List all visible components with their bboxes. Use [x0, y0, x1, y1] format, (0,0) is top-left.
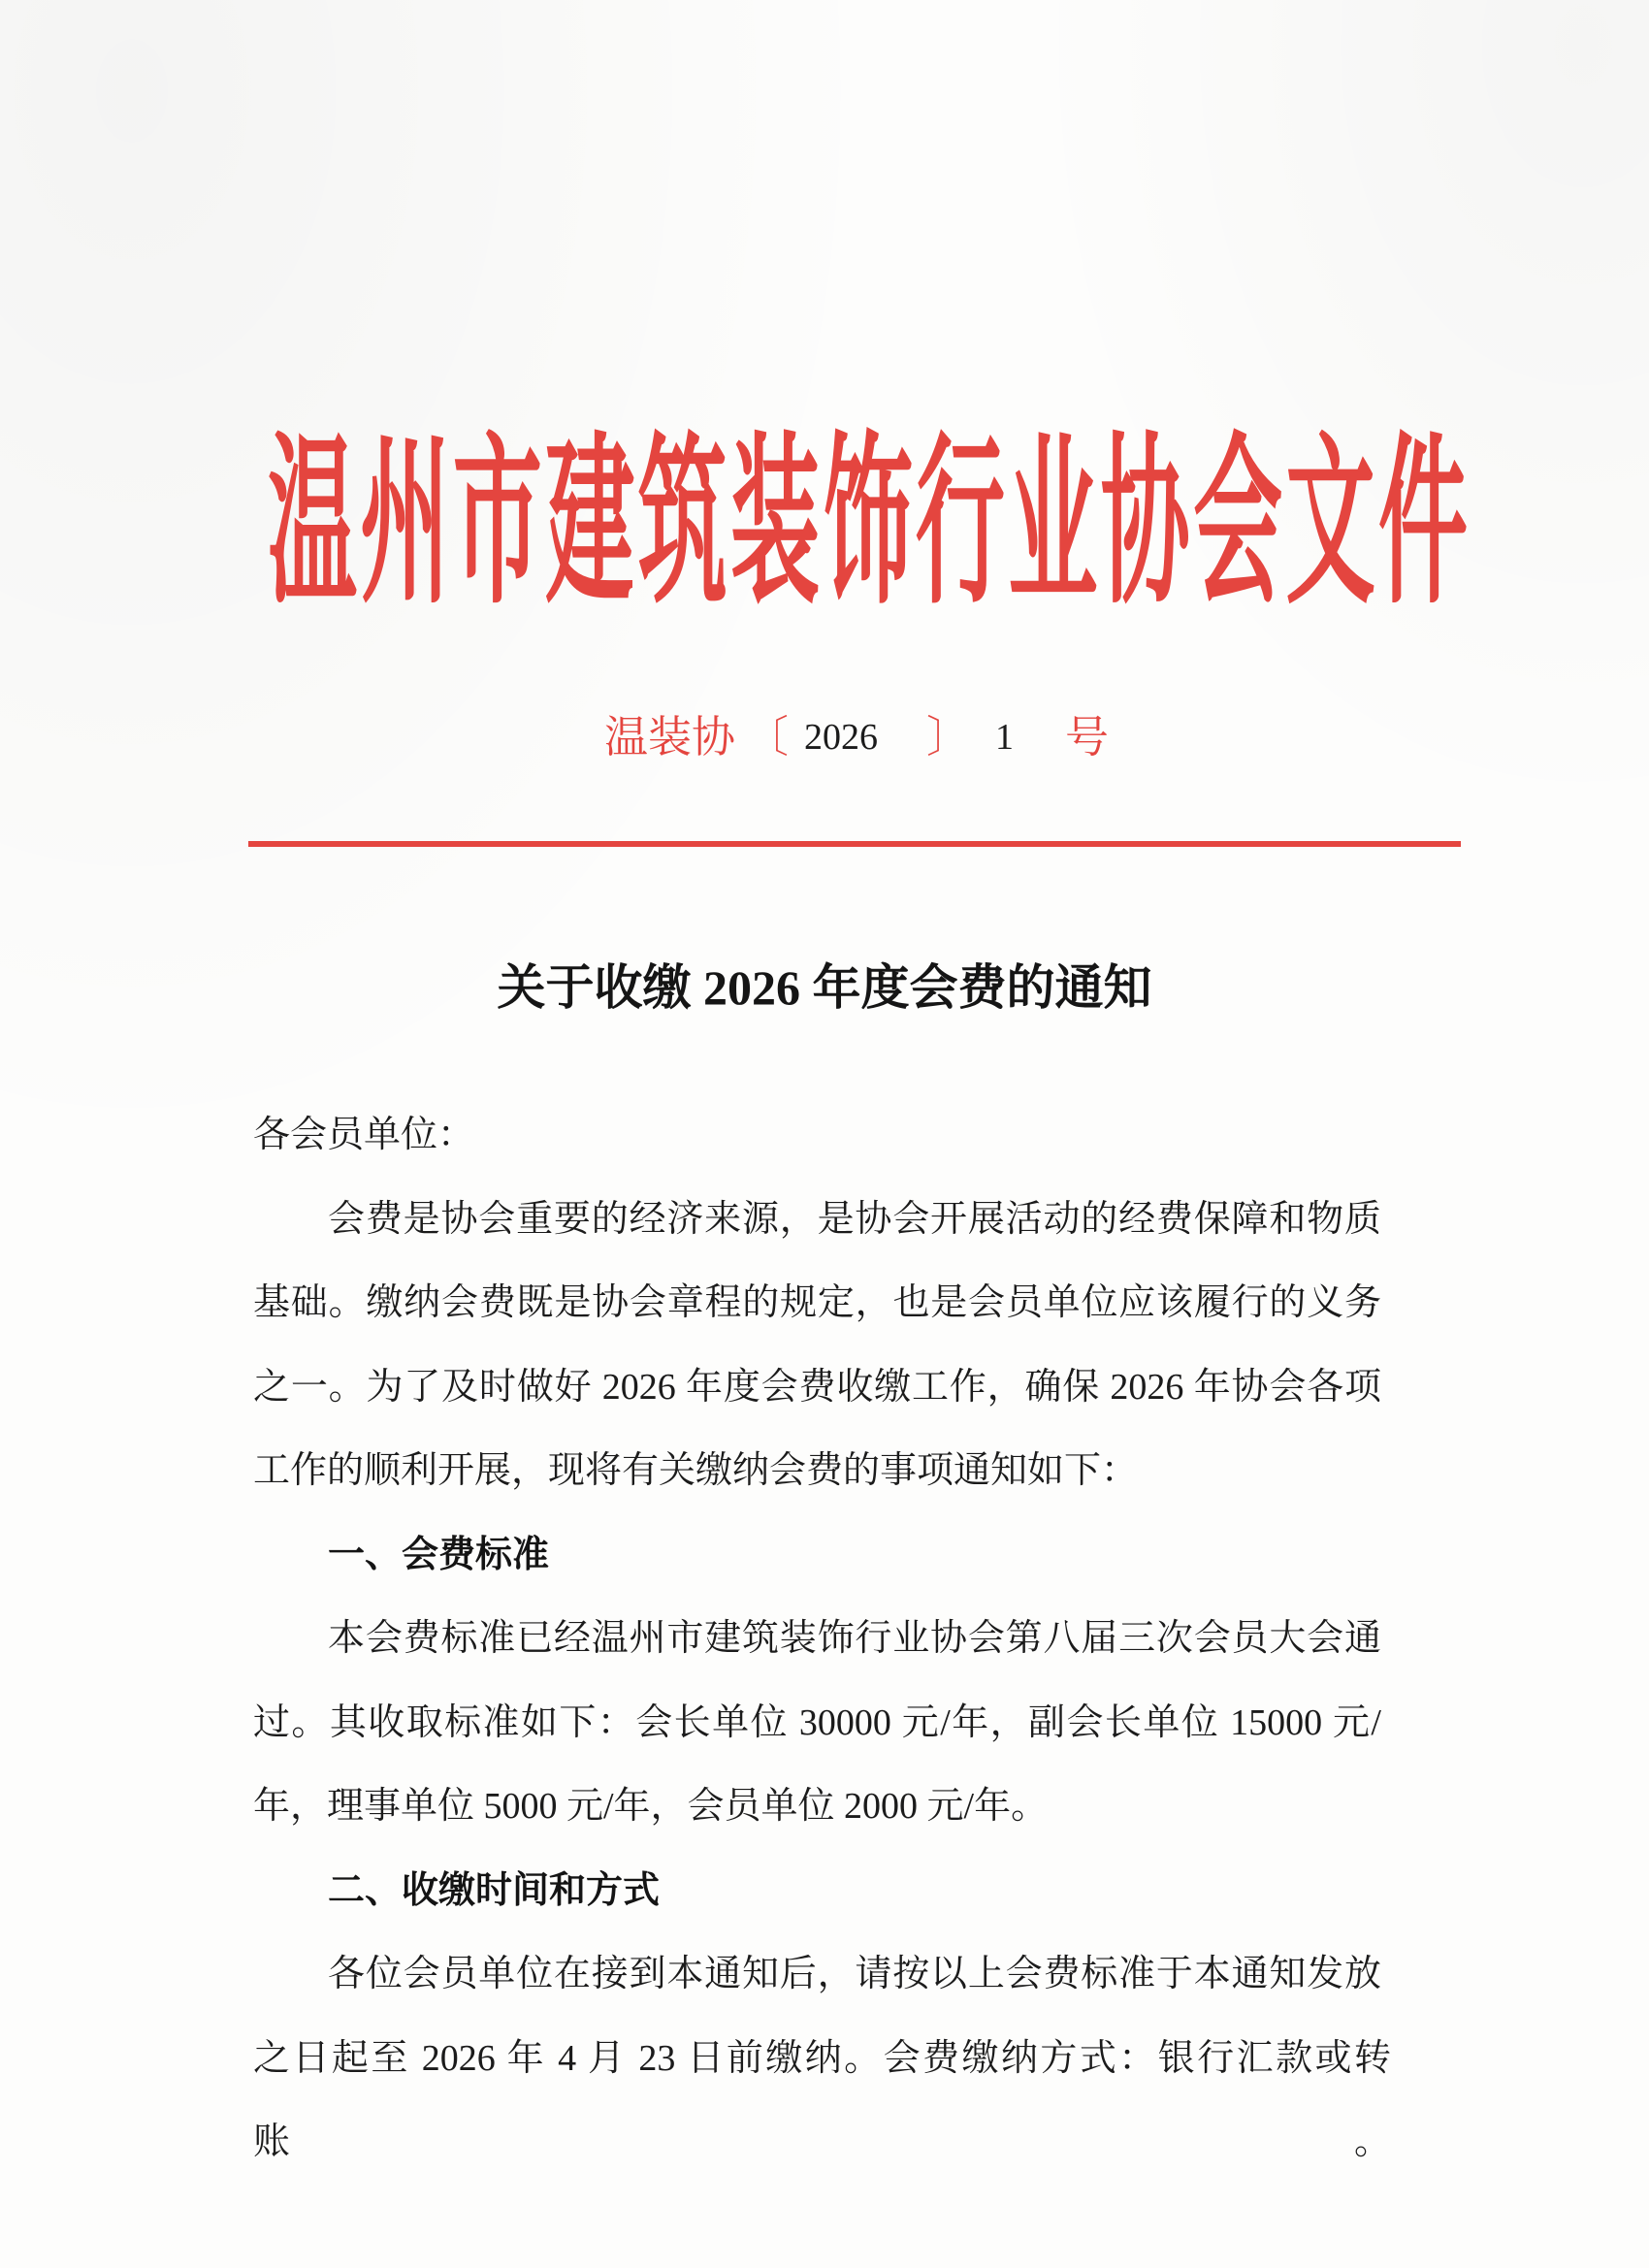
- org-masthead-title: 温州市建筑装饰行业协会文件: [268, 422, 1468, 626]
- intro-line: 基础。缴纳会费既是协会章程的规定，也是会员单位应该履行的义务: [253, 1282, 1381, 1323]
- section-line: 过。其收取标准如下：会长单位 30000 元/年，副会长单位 15000 元/: [253, 1701, 1381, 1743]
- section-line: 之日起至 2026 年 4 月 23 日前缴纳。会费缴纳方式：银行汇款或转账。: [253, 2037, 1391, 2162]
- doc-number-close-bracket: 〕: [926, 713, 971, 761]
- section-line: 年，理事单位 5000 元/年，会员单位 2000 元/年。: [253, 1786, 1049, 1827]
- section-line: 本会费标准已经温州市建筑装饰行业协会第八届三次会员大会通: [328, 1618, 1381, 1659]
- intro-line: 之一。为了及时做好 2026 年度会费收缴工作，确保 2026 年协会各项: [253, 1366, 1381, 1408]
- section-line: 各位会员单位在接到本通知后，请按以上会费标准于本通知发放: [328, 1954, 1381, 1994]
- doc-number-year: 2026: [804, 717, 878, 758]
- doc-number-serial: 1: [995, 717, 1014, 758]
- intro-line: 会费是协会重要的经济来源，是协会开展活动的经费保障和物质: [328, 1198, 1381, 1240]
- section-heading-fee-standard: 一、会费标准: [328, 1534, 550, 1575]
- notice-title: 关于收缴 2026 年度会费的通知: [497, 960, 1152, 1015]
- doc-number-open-bracket: 〔: [745, 713, 790, 761]
- section-heading-payment-time-method: 二、收缴时间和方式: [328, 1869, 661, 1911]
- intro-line: 工作的顺利开展，现将有关缴纳会费的事项通知如下：: [253, 1450, 1139, 1491]
- doc-number-suffix: 号: [1065, 713, 1110, 761]
- doc-number-prefix: 温装协: [604, 713, 736, 761]
- salutation: 各会员单位：: [253, 1115, 475, 1155]
- red-separator-rule: [248, 841, 1461, 847]
- notice-body: [0, 1093, 1649, 2162]
